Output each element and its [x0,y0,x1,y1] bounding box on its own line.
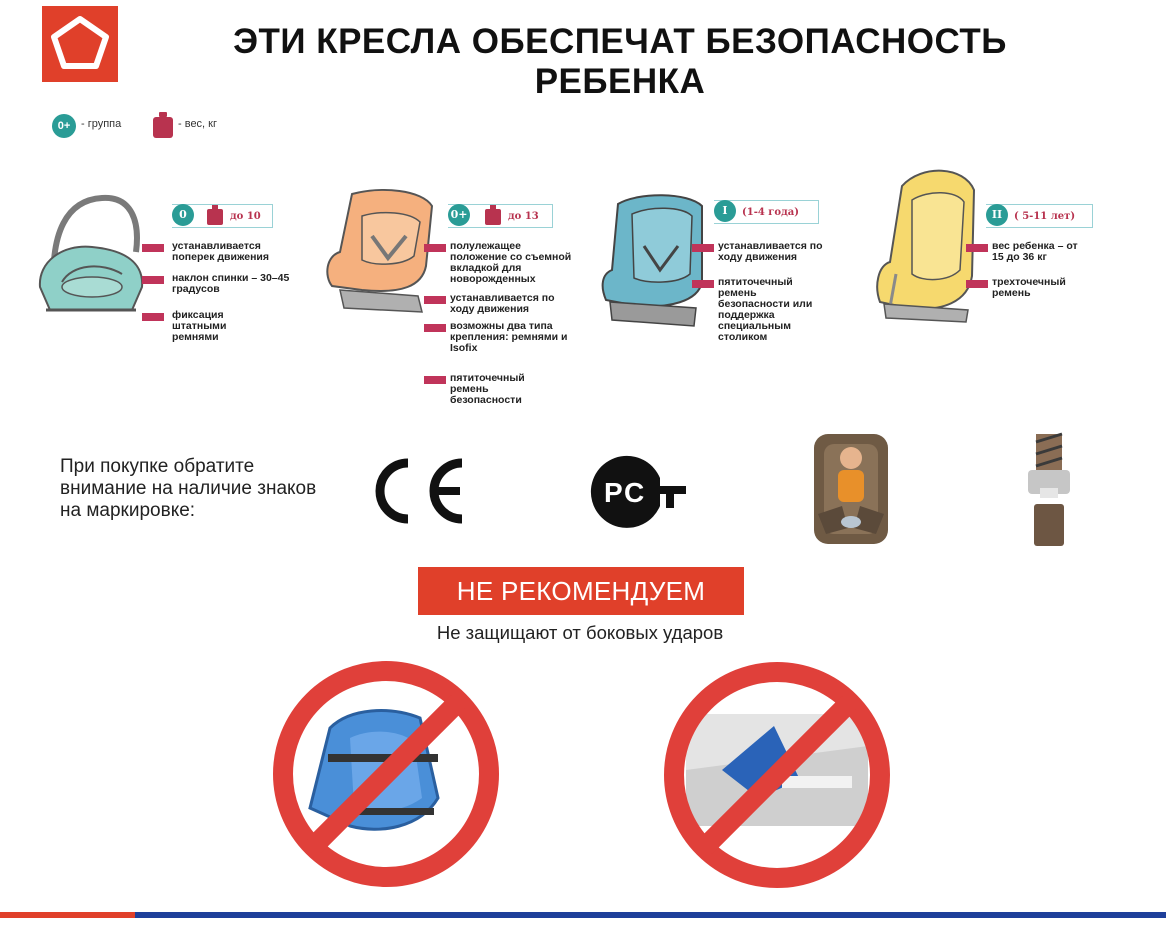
infant-carrier-seat-illustration [32,192,152,332]
seat-3-age: (1-4 года) [742,207,799,218]
seat-1-bullet-1: устанавливается поперек движения [172,240,270,263]
weight-legend-text: - вес, кг [178,118,217,130]
seat-1-bullet-3-mark [142,313,164,321]
seat-4-group-badge: II [986,204,1008,226]
seat-2-bullet-4-mark [424,376,446,384]
not-recommended-label: НЕ РЕКОМЕНДУЕМ [456,576,706,606]
seat-3-bullet-2-mark [692,280,714,288]
seat-1-bullet-1-mark [142,244,164,252]
footer-stripe-blue [135,912,1166,918]
footer-stripe-red [0,912,135,918]
seat-2-bullet-3: возможны два типа крепления: ремнями и Isofix [450,320,568,354]
seat-3-bullet-1: устанавливается по ходу движения [718,240,823,263]
svg-text:P: P [604,477,623,508]
seat-2-weight-icon [484,205,502,225]
not-recommended-subtitle: Не защищают от боковых ударов [436,622,724,643]
seat-2-bullet-3-mark [424,324,446,332]
seat-4-bullet-1: вес ребенка – от 15 до 36 кг [992,240,1078,263]
seat-1-bullet-2: наклон спинки – 30–45 градусов [172,272,290,295]
group-legend-text: - группа [81,118,122,130]
seat-2-weight: до 13 [508,211,539,222]
purchase-notice: При покупке обратите внимание на наличие знаков на маркировке: [60,456,317,521]
seat-2-bullet-1: полулежащее положение со съемной вкладкой для новорожденных [450,240,572,285]
seat-1-bullet-3: фиксация штатными ремнями [172,309,227,343]
seat-4-age: ( 5-11 лет) [1014,211,1076,222]
seat-1-bullet-2-mark [142,276,164,284]
seat-3-bullet-2: пятиточечный ремень безопасности или поддержка специальным столиком [718,276,813,343]
brand-logo [42,6,118,82]
pct-certification-mark-icon [584,452,694,532]
prohibited-frameless-seat [270,658,502,890]
convertible-seat-illustration [322,186,440,316]
seat-2-bullet-1-mark [424,244,446,252]
seat-4-bullet-2: трехточечный ремень [992,276,1066,299]
seat-2-bullet-4: пятиточечный ремень безопасности [450,372,525,406]
page-title: ЭТИ КРЕСЛА ОБЕСПЕЧАТ БЕЗОПАСНОСТЬ РЕБЕНКА [233,22,1007,101]
seat-1-weight: до 10 [230,211,261,222]
seat-2-bullet-2-mark [424,296,446,304]
group-legend-badge: 0+ [52,114,76,138]
ce-mark-icon [368,455,468,527]
seat-2-group-badge: 0+ [448,204,470,226]
prohibited-belt-adapter [662,660,892,890]
svg-text:C: C [624,477,645,508]
seat-1-group-badge: 0 [172,204,194,226]
seat-4-bullet-1-mark [966,244,988,252]
seat-3-bullet-1-mark [692,244,714,252]
seat-3-group-badge: I [714,200,736,222]
weight-legend-icon [152,111,174,139]
seat-1-weight-icon [206,205,224,225]
belt-buckle-adapter-photo [1024,432,1074,548]
not-recommended-banner [418,567,744,615]
seat-2-bullet-2: устанавливается по ходу движения [450,292,555,315]
seat-4-bullet-2-mark [966,280,988,288]
group-1-seat-illustration [598,190,710,332]
child-in-seat-photo [808,430,894,550]
